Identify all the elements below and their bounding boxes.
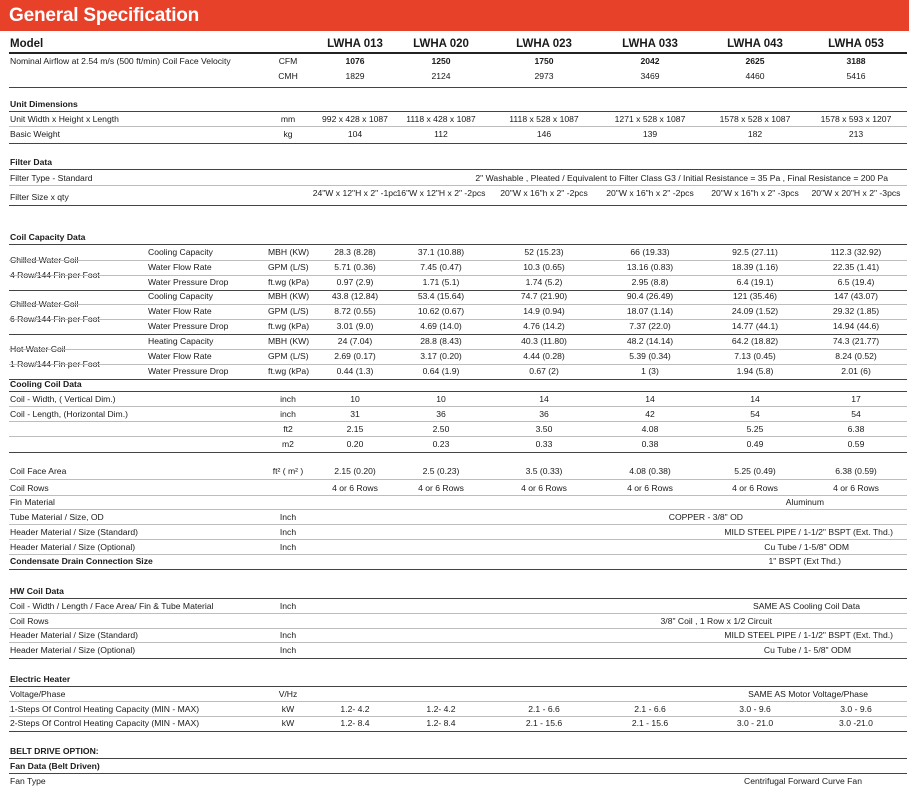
unit-label: Inch (279, 601, 297, 611)
hw-header-opt-row (0, 643, 909, 658)
unit-label: Inch (279, 645, 297, 655)
value-cell: 5.25 (746, 424, 764, 434)
page-title: General Specification (0, 0, 909, 31)
value-cell: 14 (539, 394, 549, 404)
electric-heater-heading (0, 672, 909, 687)
value-cell: 6.38 (0.59) (835, 466, 877, 476)
value-cell: 29.32 (1.85) (832, 306, 880, 316)
value-cell: 5.39 (0.34) (629, 351, 671, 361)
row-label: Voltage/Phase (10, 689, 66, 699)
value-cell: 182 (747, 129, 763, 139)
hw-dims-row (0, 599, 909, 614)
value-cell: 64.2 (18.82) (731, 336, 779, 346)
value-cell: 1.2- 4.2 (340, 704, 370, 714)
row-label: Header Material / Size (Optional) (10, 645, 136, 655)
value-cell: 52 (15.23) (524, 247, 564, 257)
value-cell: 5.71 (0.36) (334, 262, 376, 272)
fin-value: Aluminum (785, 497, 824, 507)
value-cell: 40.3 (11.80) (521, 336, 567, 346)
voltage-value: SAME AS Motor Voltage/Phase (748, 689, 868, 699)
coil-capacity-row (0, 319, 909, 334)
value-cell: 3.0 - 9.6 (840, 704, 872, 714)
unit-size-row (0, 112, 909, 127)
model-name: LWHA 043 (727, 38, 783, 50)
value-cell: 92.5 (27.11) (732, 247, 778, 257)
value-cell: 74.7 (21.90) (520, 291, 568, 301)
row-label: Header Material / Size (Standard) (10, 630, 139, 640)
row-label: Coil - Length, (Horizontal Dim.) (10, 409, 128, 419)
section-heading: Cooling Coil Data (10, 379, 82, 389)
value-cell: 4 or 6 Rows (418, 483, 464, 493)
row-label: Header Material / Size (Optional) (10, 542, 136, 552)
coil-capacity-row (0, 334, 909, 354)
value-cell: 147 (43.07) (834, 291, 878, 301)
value-cell: 4.76 (14.2) (523, 321, 565, 331)
value-cell: 2.95 (8.8) (631, 277, 669, 287)
unit-label: ft.wg (kPa) (268, 366, 310, 376)
row-label: Water Pressure Drop (148, 366, 229, 376)
coil-capacity-row (0, 289, 909, 309)
value-cell: 24 (7.04) (337, 336, 373, 346)
value-cell: 1.71 (5.1) (422, 277, 460, 287)
row-label: Condensate Drain Connection Size (10, 556, 153, 566)
hw-coil-heading (0, 584, 909, 599)
coil-capacity-heading (0, 230, 909, 245)
row-label: Water Pressure Drop (148, 321, 229, 331)
coil-capacity-row (0, 260, 909, 280)
value-cell: 7.45 (0.47) (420, 262, 462, 272)
unit-label: MBH (KW) (268, 247, 310, 257)
filter-data-heading (0, 155, 909, 170)
row-label: 2-Steps Of Control Heating Capacity (MIN - MAX) (10, 718, 200, 728)
coil-group-spec: 1 Row/144 Fin per Foot (10, 359, 100, 369)
value-cell: 2625 (745, 56, 765, 66)
value-cell: 2.5 (0.23) (422, 466, 460, 476)
airflow-cfm-row (0, 54, 909, 69)
value-cell: 20"W x 20"H x 2" -3pcs (811, 188, 901, 198)
header-std-row (0, 525, 909, 540)
value-cell: 16"W x 12"H x 2" -2pcs (396, 188, 486, 198)
value-cell: 1 (3) (641, 366, 659, 376)
unit-label: kg (283, 129, 293, 139)
value-cell: 90.4 (26.49) (626, 291, 674, 301)
coil-capacity-row (0, 245, 909, 265)
unit-label: inch (280, 409, 296, 419)
value-cell: 2124 (431, 71, 451, 81)
section-heading: Filter Data (10, 157, 53, 167)
hw-rows-row (0, 614, 909, 629)
value-cell: 48.2 (14.14) (626, 336, 674, 346)
basic-weight-row (0, 127, 909, 142)
unit-label: CMH (278, 71, 298, 81)
value-cell: 4 or 6 Rows (521, 483, 567, 493)
row-label: Heating Capacity (148, 336, 214, 346)
hw-header-opt-value: Cu Tube / 1- 5/8" ODM (763, 645, 851, 655)
value-cell: 10.62 (0.67) (417, 306, 465, 316)
value-cell: 0.49 (746, 439, 764, 449)
coil-group-name: Chilled Water Coil (10, 255, 79, 265)
value-cell: 1076 (345, 56, 365, 66)
unit-label: MBH (KW) (268, 291, 310, 301)
unit-label: kW (281, 718, 295, 728)
filter-type-row (0, 171, 909, 186)
airflow-cmh-row (0, 69, 909, 84)
value-cell: 14.94 (44.6) (832, 321, 880, 331)
section-heading: Electric Heater (10, 674, 71, 684)
coil-group-name: Hot Water Coil (10, 344, 66, 354)
filter-type-value: 2" Washable , Pleated / Equivalent to Filter Class G3 / Initial Resistance = 35 Pa , Final Resistance = 200 Pa (475, 173, 888, 183)
value-cell: 37.1 (10.88) (417, 247, 465, 257)
value-cell: 2.15 (346, 424, 364, 434)
step1-row (0, 702, 909, 717)
coil-rows-row (0, 481, 909, 496)
value-cell: 10 (350, 394, 360, 404)
value-cell: 2.1 - 15.6 (525, 718, 563, 728)
value-cell: 14 (645, 394, 655, 404)
divider-line (9, 658, 907, 659)
divider-line (9, 169, 907, 170)
hw-rows-value: 3/8" Coil , 1 Row x 1/2 Circuit (660, 616, 772, 626)
voltage-row (0, 687, 909, 702)
value-cell: 6.38 (847, 424, 865, 434)
divider-line (9, 569, 907, 570)
unit-dimensions-heading (0, 97, 909, 112)
value-cell: 112 (434, 129, 448, 139)
coil-group-name: Chilled Water Coil (10, 299, 79, 309)
model-name: LWHA 053 (828, 38, 884, 50)
unit-label: Inch (279, 512, 297, 522)
header-std-value: MILD STEEL PIPE / 1-1/2" BSPT (Ext. Thd.) (724, 527, 893, 537)
coil-capacity-row (0, 304, 909, 324)
unit-label: m2 (282, 439, 294, 449)
value-cell: 20"W x 16"h x 2" -2pcs (500, 188, 588, 198)
value-cell: 4 or 6 Rows (732, 483, 778, 493)
value-cell: 22.35 (1.41) (832, 262, 880, 272)
value-cell: 3.01 (9.0) (336, 321, 374, 331)
coil-group-spec: 6 Row/144 Fin per Foot (10, 314, 100, 324)
row-label: Filter Type - Standard (10, 173, 93, 183)
value-cell: 14.9 (0.94) (523, 306, 565, 316)
value-cell: 1.94 (5.8) (736, 366, 774, 376)
value-cell: 54 (750, 409, 760, 419)
value-cell: 4.08 (0.38) (629, 466, 671, 476)
value-cell: 4.08 (641, 424, 659, 434)
value-cell: 2.1 - 6.6 (528, 704, 560, 714)
divider-line (9, 731, 907, 732)
unit-label: V/Hz (278, 689, 298, 699)
value-cell: 3188 (846, 56, 866, 66)
unit-label: Inch (279, 527, 297, 537)
coil-length-row (0, 407, 909, 422)
value-cell: 10 (436, 394, 446, 404)
coil-area-ft2-row (0, 422, 909, 437)
value-cell: 4 or 6 Rows (627, 483, 673, 493)
value-cell: 146 (536, 129, 552, 139)
unit-label: inch (280, 394, 296, 404)
value-cell: 28.3 (8.28) (334, 247, 376, 257)
row-label: Coil Rows (10, 483, 49, 493)
fan-type-row (0, 774, 909, 789)
value-cell: 8.24 (0.52) (835, 351, 877, 361)
coil-capacity-row (0, 275, 909, 290)
value-cell: 53.4 (15.64) (417, 291, 465, 301)
value-cell: 7.37 (22.0) (629, 321, 671, 331)
belt-drive-heading (0, 744, 909, 759)
coil-capacity-row (0, 349, 909, 369)
section-heading: HW Coil Data (10, 586, 64, 596)
unit-label: ft.wg (kPa) (268, 277, 310, 287)
value-cell: 112.3 (32.92) (830, 247, 882, 257)
value-cell: 3.5 (0.33) (525, 466, 563, 476)
value-cell: 1.74 (5.2) (525, 277, 563, 287)
value-cell: 2.01 (6) (841, 366, 871, 376)
fan-type-value: Centrifugal Forward Curve Fan (744, 776, 862, 786)
value-cell: 17 (851, 394, 861, 404)
unit-label: GPM (L/S) (268, 351, 309, 361)
model-name: LWHA 033 (622, 38, 678, 50)
row-label: Fan Type (10, 776, 46, 786)
value-cell: 20"W x 16"h x 2" -3pcs (711, 188, 799, 198)
fin-material-row (0, 495, 909, 510)
value-cell: 104 (347, 129, 363, 139)
row-label: 1-Steps Of Control Heating Capacity (MIN - MAX) (10, 704, 200, 714)
value-cell: 2.15 (0.20) (334, 466, 376, 476)
value-cell: 43.8 (12.84) (331, 291, 379, 301)
section-heading: BELT DRIVE OPTION: (10, 746, 99, 756)
value-cell: 0.23 (432, 439, 450, 449)
value-cell: 992 x 428 x 1087 (322, 114, 388, 124)
value-cell: 18.07 (1.14) (626, 306, 674, 316)
value-cell: 213 (848, 129, 864, 139)
value-cell: 3469 (640, 71, 660, 81)
coil-width-row (0, 392, 909, 407)
value-cell: 2042 (640, 56, 660, 66)
hw-header-std-value: MILD STEEL PIPE / 1-1/2" BSPT (Ext. Thd.) (724, 630, 893, 640)
value-cell: 139 (642, 129, 658, 139)
value-cell: 3.0 - 21.0 (736, 718, 774, 728)
row-label: Coil Face Area (10, 466, 67, 476)
value-cell: 121 (35.46) (733, 291, 777, 301)
value-cell: 1271 x 528 x 1087 (614, 114, 686, 124)
value-cell: 4460 (745, 71, 765, 81)
value-cell: 18.39 (1.16) (731, 262, 779, 272)
value-cell: 42 (645, 409, 655, 419)
row-label: Water Pressure Drop (148, 277, 229, 287)
value-cell: 4 or 6 Rows (332, 483, 378, 493)
value-cell: 5416 (846, 71, 866, 81)
value-cell: 2.50 (432, 424, 450, 434)
unit-label: Inch (279, 542, 297, 552)
airflow-label: Nominal Airflow at 2.54 m/s (500 ft/min) Coil Face Velocity (10, 56, 231, 66)
value-cell: 24"W x 12"H x 2" -1pc (312, 188, 398, 198)
value-cell: 2.1 - 15.6 (631, 718, 669, 728)
value-cell: 3.0 -21.0 (839, 718, 873, 728)
value-cell: 20"W x 16"h x 2" -2pcs (606, 188, 694, 198)
row-label: Fin Material (10, 497, 55, 507)
row-label: Coil - Width / Length / Face Area/ Fin & Tube Material (10, 601, 214, 611)
header-opt-row (0, 540, 909, 555)
value-cell: 0.97 (2.9) (336, 277, 374, 287)
value-cell: 0.59 (847, 439, 865, 449)
model-name: LWHA 013 (327, 38, 383, 50)
model-name: LWHA 020 (413, 38, 469, 50)
value-cell: 6.5 (19.4) (837, 277, 875, 287)
section-heading: Fan Data (Belt Driven) (10, 761, 100, 771)
row-label: Coil - Width, ( Vertical Dim.) (10, 394, 116, 404)
row-label: Coil Rows (10, 616, 49, 626)
value-cell: 3.50 (535, 424, 553, 434)
value-cell: 0.44 (1.3) (336, 366, 374, 376)
unit-label: GPM (L/S) (268, 306, 309, 316)
unit-label: Inch (279, 630, 297, 640)
hw-dims-value: SAME AS Cooling Coil Data (753, 601, 860, 611)
row-label: Filter Size x qty (10, 192, 69, 202)
unit-label: kW (281, 704, 295, 714)
value-cell: 14.77 (44.1) (731, 321, 779, 331)
row-label: Tube Material / Size, OD (10, 512, 104, 522)
coil-face-area-row (0, 464, 909, 479)
section-heading: Unit Dimensions (10, 99, 78, 109)
hw-header-std-row (0, 628, 909, 643)
value-cell: 2.69 (0.17) (334, 351, 376, 361)
value-cell: 6.4 (19.1) (736, 277, 774, 287)
value-cell: 1.2- 8.4 (426, 718, 456, 728)
value-cell: 31 (350, 409, 360, 419)
value-cell: 1578 x 528 x 1087 (719, 114, 791, 124)
row-label: Unit Width x Height x Length (10, 114, 119, 124)
value-cell: 36 (539, 409, 549, 419)
value-cell: 7.13 (0.45) (734, 351, 776, 361)
value-cell: 10.3 (0.65) (523, 262, 565, 272)
tube-value: COPPER - 3/8" OD (668, 512, 743, 522)
unit-label: mm (280, 114, 296, 124)
divider-line (9, 143, 907, 144)
divider-line (9, 452, 907, 453)
row-label: Water Flow Rate (148, 351, 212, 361)
value-cell: 4.69 (14.0) (420, 321, 462, 331)
value-cell: 1.2- 8.4 (340, 718, 370, 728)
value-cell: 3.17 (0.20) (420, 351, 462, 361)
section-heading: Coil Capacity Data (10, 232, 86, 242)
value-cell: 24.09 (1.52) (731, 306, 779, 316)
cooling-coil-heading (0, 377, 909, 392)
row-label: Water Flow Rate (148, 306, 212, 316)
value-cell: 3.0 - 9.6 (739, 704, 771, 714)
drain-row (0, 554, 909, 569)
value-cell: 2.1 - 6.6 (634, 704, 666, 714)
step2-row (0, 716, 909, 731)
divider-line (9, 87, 907, 88)
value-cell: 28.8 (8.43) (420, 336, 462, 346)
unit-label: ft² ( m² ) (272, 466, 304, 476)
model-header-row (0, 36, 909, 52)
row-label: Water Flow Rate (148, 262, 212, 272)
value-cell: 0.20 (346, 439, 364, 449)
value-cell: 0.64 (1.9) (422, 366, 460, 376)
value-cell: 2973 (534, 71, 554, 81)
value-cell: 1829 (345, 71, 365, 81)
value-cell: 1250 (431, 56, 451, 66)
divider-line (9, 479, 907, 480)
value-cell: 1578 x 593 x 1207 (820, 114, 892, 124)
row-label: Cooling Capacity (148, 291, 213, 301)
value-cell: 0.33 (535, 439, 553, 449)
value-cell: 36 (436, 409, 446, 419)
fan-data-heading (0, 759, 909, 774)
value-cell: 8.72 (0.55) (334, 306, 376, 316)
unit-label: ft2 (283, 424, 293, 434)
tube-material-row (0, 510, 909, 525)
filter-size-qty-row (0, 186, 909, 201)
unit-label: GPM (L/S) (268, 262, 309, 272)
unit-label: ft.wg (kPa) (268, 321, 310, 331)
divider-line (9, 205, 907, 206)
model-name: LWHA 023 (516, 38, 572, 50)
value-cell: 1118 x 528 x 1087 (509, 114, 579, 124)
value-cell: 4 or 6 Rows (833, 483, 879, 493)
row-label: Cooling Capacity (148, 247, 213, 257)
value-cell: 74.3 (21.77) (832, 336, 880, 346)
unit-label: CFM (278, 56, 298, 66)
unit-label: MBH (KW) (268, 336, 310, 346)
value-cell: 13.16 (0.83) (626, 262, 674, 272)
header-opt-value: Cu Tube / 1-5/8" ODM (764, 542, 849, 552)
value-cell: 1118 x 428 x 1087 (406, 114, 476, 124)
value-cell: 1750 (534, 56, 554, 66)
value-cell: 66 (19.33) (630, 247, 670, 257)
value-cell: 54 (851, 409, 861, 419)
model-label: Model (10, 38, 44, 50)
value-cell: 1.2- 4.2 (426, 704, 456, 714)
value-cell: 4.44 (0.28) (523, 351, 565, 361)
value-cell: 0.67 (2) (529, 366, 559, 376)
row-label: Header Material / Size (Standard) (10, 527, 139, 537)
value-cell: 0.38 (641, 439, 659, 449)
coil-group-spec: 4 Row/144 Fin per Foot (10, 270, 100, 280)
coil-area-m2-row (0, 437, 909, 452)
row-label: Basic Weight (10, 129, 60, 139)
value-cell: 5.25 (0.49) (734, 466, 776, 476)
value-cell: 14 (750, 394, 760, 404)
drain-value: 1" BSPT (Ext Thd.) (768, 556, 841, 566)
